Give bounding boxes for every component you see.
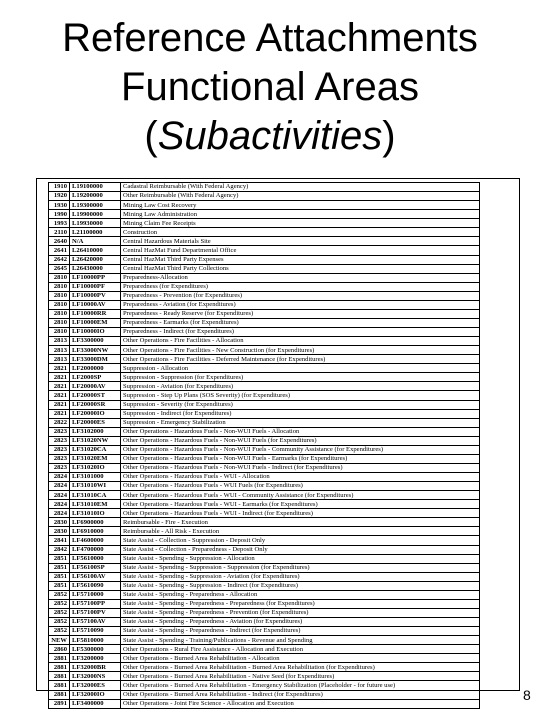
description: State Assist - Spending - Suppression - Allocation xyxy=(121,554,480,563)
subactivity-code: 2810 xyxy=(49,318,70,327)
functional-area-code: LF57100AV xyxy=(70,618,121,627)
description: Mining Law Administration xyxy=(121,210,480,219)
description: Other Operations - Hazardous Fuels - WUI - Indirect (for Expenditures) xyxy=(121,509,480,518)
functional-area-code: LF10000RR xyxy=(70,309,121,318)
description: Other Operations - Burned Area Rehabilitation - Allocation xyxy=(121,654,480,663)
table-row xyxy=(49,427,480,436)
description: Suppression - Step Up Plans (SOS Severity) (for Expenditures) xyxy=(121,391,480,400)
subactivity-code: 2821 xyxy=(49,391,70,400)
functional-area-code: LF4700000 xyxy=(70,545,121,554)
subactivity-code: 2841 xyxy=(49,536,70,545)
subactivity-code: 2821 xyxy=(49,373,70,382)
table-row xyxy=(49,627,480,636)
functional-area-code: LF31020NW xyxy=(70,436,121,445)
table-body xyxy=(49,183,480,709)
subactivity-code: 2813 xyxy=(49,355,70,364)
table-row xyxy=(49,681,480,690)
table-row xyxy=(49,636,480,645)
description: Cadastral Reimbursable (With Federal Agency) xyxy=(121,183,480,192)
description: Reimbursable - All Risk - Execution xyxy=(121,527,480,536)
functional-area-code: LF57100PV xyxy=(70,608,121,617)
functional-area-code: LF3200000 xyxy=(70,654,121,663)
table-row xyxy=(49,436,480,445)
functional-area-code: LF31020EM xyxy=(70,454,121,463)
description: Preparedness - Indirect (for Expenditures) xyxy=(121,328,480,337)
table-row xyxy=(49,563,480,572)
subactivity-code: 2852 xyxy=(49,599,70,608)
description: Other Operations - Burned Area Rehabilitation - Indirect (for Expenditures) xyxy=(121,690,480,699)
functional-area-code: L26430000 xyxy=(70,264,121,273)
description: Other Operations - Burned Area Rehabilitation - Native Seed (for Expenditures) xyxy=(121,672,480,681)
functional-area-code: LF32000BR xyxy=(70,663,121,672)
table-row xyxy=(49,273,480,282)
subactivity-code: 1990 xyxy=(49,210,70,219)
table-row xyxy=(49,373,480,382)
table-row xyxy=(49,309,480,318)
subactivity-code: 2821 xyxy=(49,400,70,409)
description: Other Operations - Fire Facilities - New Construction (for Expenditures) xyxy=(121,346,480,355)
description: Other Operations - Fire Facilities - Allocation xyxy=(121,337,480,346)
functional-area-code: L19900000 xyxy=(70,210,121,219)
subactivity-code: 2823 xyxy=(49,463,70,472)
description: Suppression - Aviation (for Expenditures) xyxy=(121,382,480,391)
description: Central HazMat Fund Departmental Office xyxy=(121,246,480,255)
table-row xyxy=(49,219,480,228)
description: Mining Law Cost Recovery xyxy=(121,201,480,210)
description: Other Operations - Burned Area Rehabilitation - Burned Area Rehabilitation (for Expenditures) xyxy=(121,663,480,672)
subactivity-code: 2824 xyxy=(49,500,70,509)
functional-area-code: LF20000SR xyxy=(70,400,121,409)
subactivity-code: 2851 xyxy=(49,554,70,563)
functional-area-code: LF10000AV xyxy=(70,300,121,309)
description: Preparedness - Prevention (for Expenditures) xyxy=(121,291,480,300)
subactivity-code: 2821 xyxy=(49,409,70,418)
table-row xyxy=(49,237,480,246)
functional-area-code: L26410000 xyxy=(70,246,121,255)
functional-area-code: L19200000 xyxy=(70,192,121,201)
functional-area-code: LF33000NW xyxy=(70,346,121,355)
subactivity-code: 2823 xyxy=(49,454,70,463)
subactivity-code: 2821 xyxy=(49,382,70,391)
table-row xyxy=(49,654,480,663)
subactivity-code: 2891 xyxy=(49,699,70,708)
subactivity-code: 2881 xyxy=(49,654,70,663)
description: State Assist - Spending - Preparedness - Allocation xyxy=(121,590,480,599)
functional-area-code: LF5810000 xyxy=(70,636,121,645)
functional-area-code: LF6900000 xyxy=(70,518,121,527)
subactivity-code: 2642 xyxy=(49,255,70,264)
subactivity-code: 2810 xyxy=(49,273,70,282)
description: Other Operations - Hazardous Fuels - WUI - Allocation xyxy=(121,473,480,482)
subactivity-code: 2824 xyxy=(49,491,70,500)
functional-area-code: LF10000PF xyxy=(70,282,121,291)
functional-area-code: LF20000AV xyxy=(70,382,121,391)
functional-area-code: L26420000 xyxy=(70,255,121,264)
table-row xyxy=(49,282,480,291)
functional-area-code: LF32000IO xyxy=(70,690,121,699)
functional-area-code: LF57100PP xyxy=(70,599,121,608)
subactivity-code: 2810 xyxy=(49,328,70,337)
description: State Assist - Spending - Preparedness - Prevention (for Expenditures) xyxy=(121,608,480,617)
description: Preparedness - Earmarks (for Expenditures) xyxy=(121,318,480,327)
functional-area-code: LF31020CA xyxy=(70,445,121,454)
functional-area-code: LF3101000 xyxy=(70,473,121,482)
description: Suppression - Allocation xyxy=(121,364,480,373)
title-line-2: Functional Areas xyxy=(121,65,419,109)
table-row xyxy=(49,545,480,554)
description: Preparedness - Ready Reserve (for Expenditures) xyxy=(121,309,480,318)
functional-area-code: LF31010EM xyxy=(70,500,121,509)
table-row xyxy=(49,328,480,337)
subactivity-code: NEW xyxy=(49,636,70,645)
description: Suppression - Emergency Stabilization xyxy=(121,418,480,427)
functional-area-code: LF20000ST xyxy=(70,391,121,400)
table-row xyxy=(49,482,480,491)
subactivity-code: 2110 xyxy=(49,228,70,237)
description: Other Reimbursable (With Federal Agency) xyxy=(121,192,480,201)
subactivity-code: 2860 xyxy=(49,645,70,654)
subactivity-code: 2842 xyxy=(49,545,70,554)
description: Central HazMat Third Party Collections xyxy=(121,264,480,273)
functional-area-code: L19100000 xyxy=(70,183,121,192)
subactivity-code: 2821 xyxy=(49,364,70,373)
table-row xyxy=(49,599,480,608)
table-row xyxy=(49,400,480,409)
subactivity-code: 2852 xyxy=(49,608,70,617)
table-row xyxy=(49,418,480,427)
description: State Assist - Collection - Preparedness - Deposit Only xyxy=(121,545,480,554)
functional-area-code: LF20000ES xyxy=(70,418,121,427)
description: Other Operations - Rural Fire Assistance - Allocation and Execution xyxy=(121,645,480,654)
subactivity-code: 2641 xyxy=(49,246,70,255)
functional-area-code: LF5610090 xyxy=(70,581,121,590)
functional-area-code: L19930000 xyxy=(70,219,121,228)
subactivity-code: 2852 xyxy=(49,618,70,627)
subactivity-code: 2830 xyxy=(49,527,70,536)
description: Other Operations - Hazardous Fuels - WUI - Earmarks (for Expenditures) xyxy=(121,500,480,509)
subactivity-code: 1930 xyxy=(49,201,70,210)
subactivity-code: 2823 xyxy=(49,427,70,436)
functional-area-code: N/A xyxy=(70,237,121,246)
table-row xyxy=(49,318,480,327)
subactivity-code: 2881 xyxy=(49,672,70,681)
scanned-table-sheet xyxy=(36,178,520,707)
table-row xyxy=(49,581,480,590)
table-row xyxy=(49,192,480,201)
subactivity-code: 2640 xyxy=(49,237,70,246)
subactivity-code: 2822 xyxy=(49,418,70,427)
table-row xyxy=(49,210,480,219)
description: Mining Claim Fee Receipts xyxy=(121,219,480,228)
subactivity-code: 2824 xyxy=(49,473,70,482)
description: Construction xyxy=(121,228,480,237)
description: Other Operations - Hazardous Fuels - Non-WUI Fuels - Allocation xyxy=(121,427,480,436)
subactivity-code: 2813 xyxy=(49,337,70,346)
subactivity-code: 2810 xyxy=(49,282,70,291)
description: State Assist - Spending - Suppression - Suppression (for Expenditures) xyxy=(121,563,480,572)
description: Preparedness-Allocation xyxy=(121,273,480,282)
table-row xyxy=(49,690,480,699)
functional-area-code: LF10000PV xyxy=(70,291,121,300)
table-row xyxy=(49,183,480,192)
description: State Assist - Spending - Preparedness - Indirect (for Expenditures) xyxy=(121,627,480,636)
description: Other Operations - Hazardous Fuels - Non-WUI Fuels - Indirect (for Expenditures) xyxy=(121,463,480,472)
table-row xyxy=(49,572,480,581)
functional-area-code: LF32000ES xyxy=(70,681,121,690)
table-row xyxy=(49,291,480,300)
subactivity-code: 1910 xyxy=(49,183,70,192)
subactivity-code: 2851 xyxy=(49,563,70,572)
table-row xyxy=(49,590,480,599)
table-row xyxy=(49,364,480,373)
functional-area-code: LF56100AV xyxy=(70,572,121,581)
description: Other Operations - Hazardous Fuels - Non-WUI Fuels - Earmarks (for Expenditures) xyxy=(121,454,480,463)
functional-area-code: LF3400000 xyxy=(70,699,121,708)
description: Reimbursable - Fire - Execution xyxy=(121,518,480,527)
table-row xyxy=(49,463,480,472)
description: Central Hazardous Materials Site xyxy=(121,237,480,246)
subactivity-code: 1993 xyxy=(49,219,70,228)
functional-area-code: LF10000PP xyxy=(70,273,121,282)
description: State Assist - Spending - Suppression - Indirect (for Expenditures) xyxy=(121,581,480,590)
table-row xyxy=(49,518,480,527)
table-row xyxy=(49,454,480,463)
description: Other Operations - Joint Fire Science - Allocation and Execution xyxy=(121,699,480,708)
table-row xyxy=(49,554,480,563)
description: Suppression - Suppression (for Expenditures) xyxy=(121,373,480,382)
table-row xyxy=(49,473,480,482)
subtitle-italic: Subactivities xyxy=(157,114,383,158)
subactivity-code: 2823 xyxy=(49,445,70,454)
slide-title xyxy=(0,14,540,161)
description: Other Operations - Burned Area Rehabilitation - Emergency Stabilization (Placeholder - for future use) xyxy=(121,681,480,690)
functional-area-code: LF5300000 xyxy=(70,645,121,654)
table-row xyxy=(49,509,480,518)
functional-area-code: LF10000IO xyxy=(70,328,121,337)
description: Preparedness - Aviation (for Expenditures) xyxy=(121,300,480,309)
table-row xyxy=(49,500,480,509)
title-line-3 xyxy=(0,112,540,161)
description: State Assist - Spending - Suppression - Aviation (for Expenditures) xyxy=(121,572,480,581)
subactivity-code: 2824 xyxy=(49,509,70,518)
table-row xyxy=(49,264,480,273)
functional-area-code: LF5710000 xyxy=(70,590,121,599)
table-row xyxy=(49,445,480,454)
description: State Assist - Spending - Preparedness - Aviation (for Expenditures) xyxy=(121,618,480,627)
title-line-1: Reference Attachments xyxy=(62,16,478,60)
subactivity-code: 2852 xyxy=(49,590,70,599)
description: State Assist - Spending - Preparedness - Preparedness (for Expenditures) xyxy=(121,599,480,608)
subactivity-code: 2851 xyxy=(49,581,70,590)
table-row xyxy=(49,536,480,545)
functional-area-code: LF5610000 xyxy=(70,554,121,563)
subactivity-code: 2881 xyxy=(49,690,70,699)
description: Other Operations - Fire Facilities - Deferred Maintenance (for Expenditures) xyxy=(121,355,480,364)
table-row xyxy=(49,663,480,672)
functional-area-code: LF20000IO xyxy=(70,409,121,418)
description: State Assist - Spending - Training/Publications - Revenue and Spending xyxy=(121,636,480,645)
description: Other Operations - Hazardous Fuels - WUI Fuels (for Expenditures) xyxy=(121,482,480,491)
subactivity-code: 1920 xyxy=(49,192,70,201)
functional-area-code: LF3300000 xyxy=(70,337,121,346)
table-row xyxy=(49,391,480,400)
table-row xyxy=(49,346,480,355)
table-row xyxy=(49,491,480,500)
functional-area-code: L19300000 xyxy=(70,201,121,210)
subactivity-code: 2810 xyxy=(49,300,70,309)
subactivity-code: 2810 xyxy=(49,309,70,318)
subactivity-code: 2824 xyxy=(49,482,70,491)
subactivity-code: 2645 xyxy=(49,264,70,273)
functional-area-code: LF31010WI xyxy=(70,482,121,491)
table-row xyxy=(49,300,480,309)
functional-area-code: LF6910000 xyxy=(70,527,121,536)
subactivity-code: 2851 xyxy=(49,572,70,581)
table-row xyxy=(49,246,480,255)
table-row xyxy=(49,527,480,536)
table-row xyxy=(49,228,480,237)
functional-area-code: LF2000SP xyxy=(70,373,121,382)
functional-area-code: LF31010CA xyxy=(70,491,121,500)
description: Other Operations - Hazardous Fuels - Non-WUI Fuels (for Expenditures) xyxy=(121,436,480,445)
table-row xyxy=(49,337,480,346)
functional-area-code: LF56100SP xyxy=(70,563,121,572)
subactivity-code: 2810 xyxy=(49,291,70,300)
functional-area-code: LF31010IO xyxy=(70,509,121,518)
table-row xyxy=(49,608,480,617)
table-row xyxy=(49,618,480,627)
functional-area-code: LF31020IO xyxy=(70,463,121,472)
description: Central HazMat Third Party Expenses xyxy=(121,255,480,264)
table-row xyxy=(49,409,480,418)
table-row xyxy=(49,255,480,264)
functional-area-code: LF3102000 xyxy=(70,427,121,436)
subactivity-code: 2852 xyxy=(49,627,70,636)
description: Suppression - Severity (for Expenditures) xyxy=(121,400,480,409)
description: State Assist - Collection - Suppression - Deposit Only xyxy=(121,536,480,545)
subactivity-code: 2881 xyxy=(49,681,70,690)
functional-area-code: LF2000000 xyxy=(70,364,121,373)
table-row xyxy=(49,699,480,708)
functional-area-code: LF4600000 xyxy=(70,536,121,545)
subactivity-code: 2823 xyxy=(49,436,70,445)
table-row xyxy=(49,672,480,681)
functional-area-code: LF10000EM xyxy=(70,318,121,327)
table-row xyxy=(49,382,480,391)
functional-area-code: LF33000DM xyxy=(70,355,121,364)
table-row xyxy=(49,201,480,210)
table-row xyxy=(49,645,480,654)
open-paren: ( xyxy=(144,114,158,158)
subactivity-code: 2830 xyxy=(49,518,70,527)
description: Preparedness (for Expenditures) xyxy=(121,282,480,291)
description: Other Operations - Hazardous Fuels - Non-WUI Fuels - Community Assistance (for Expenditures) xyxy=(121,445,480,454)
functional-area-code: LF32000NS xyxy=(70,672,121,681)
page-number: 8 xyxy=(523,687,531,703)
functional-area-code: L21100000 xyxy=(70,228,121,237)
description: Other Operations - Hazardous Fuels - WUI - Community Assistance (for Expenditures) xyxy=(121,491,480,500)
subactivity-code: 2813 xyxy=(49,346,70,355)
close-paren: ) xyxy=(382,114,396,158)
table-row xyxy=(49,355,480,364)
functional-areas-table xyxy=(48,182,480,709)
subactivity-code: 2881 xyxy=(49,663,70,672)
description: Suppression - Indirect (for Expenditures) xyxy=(121,409,480,418)
functional-area-code: LF5710090 xyxy=(70,627,121,636)
